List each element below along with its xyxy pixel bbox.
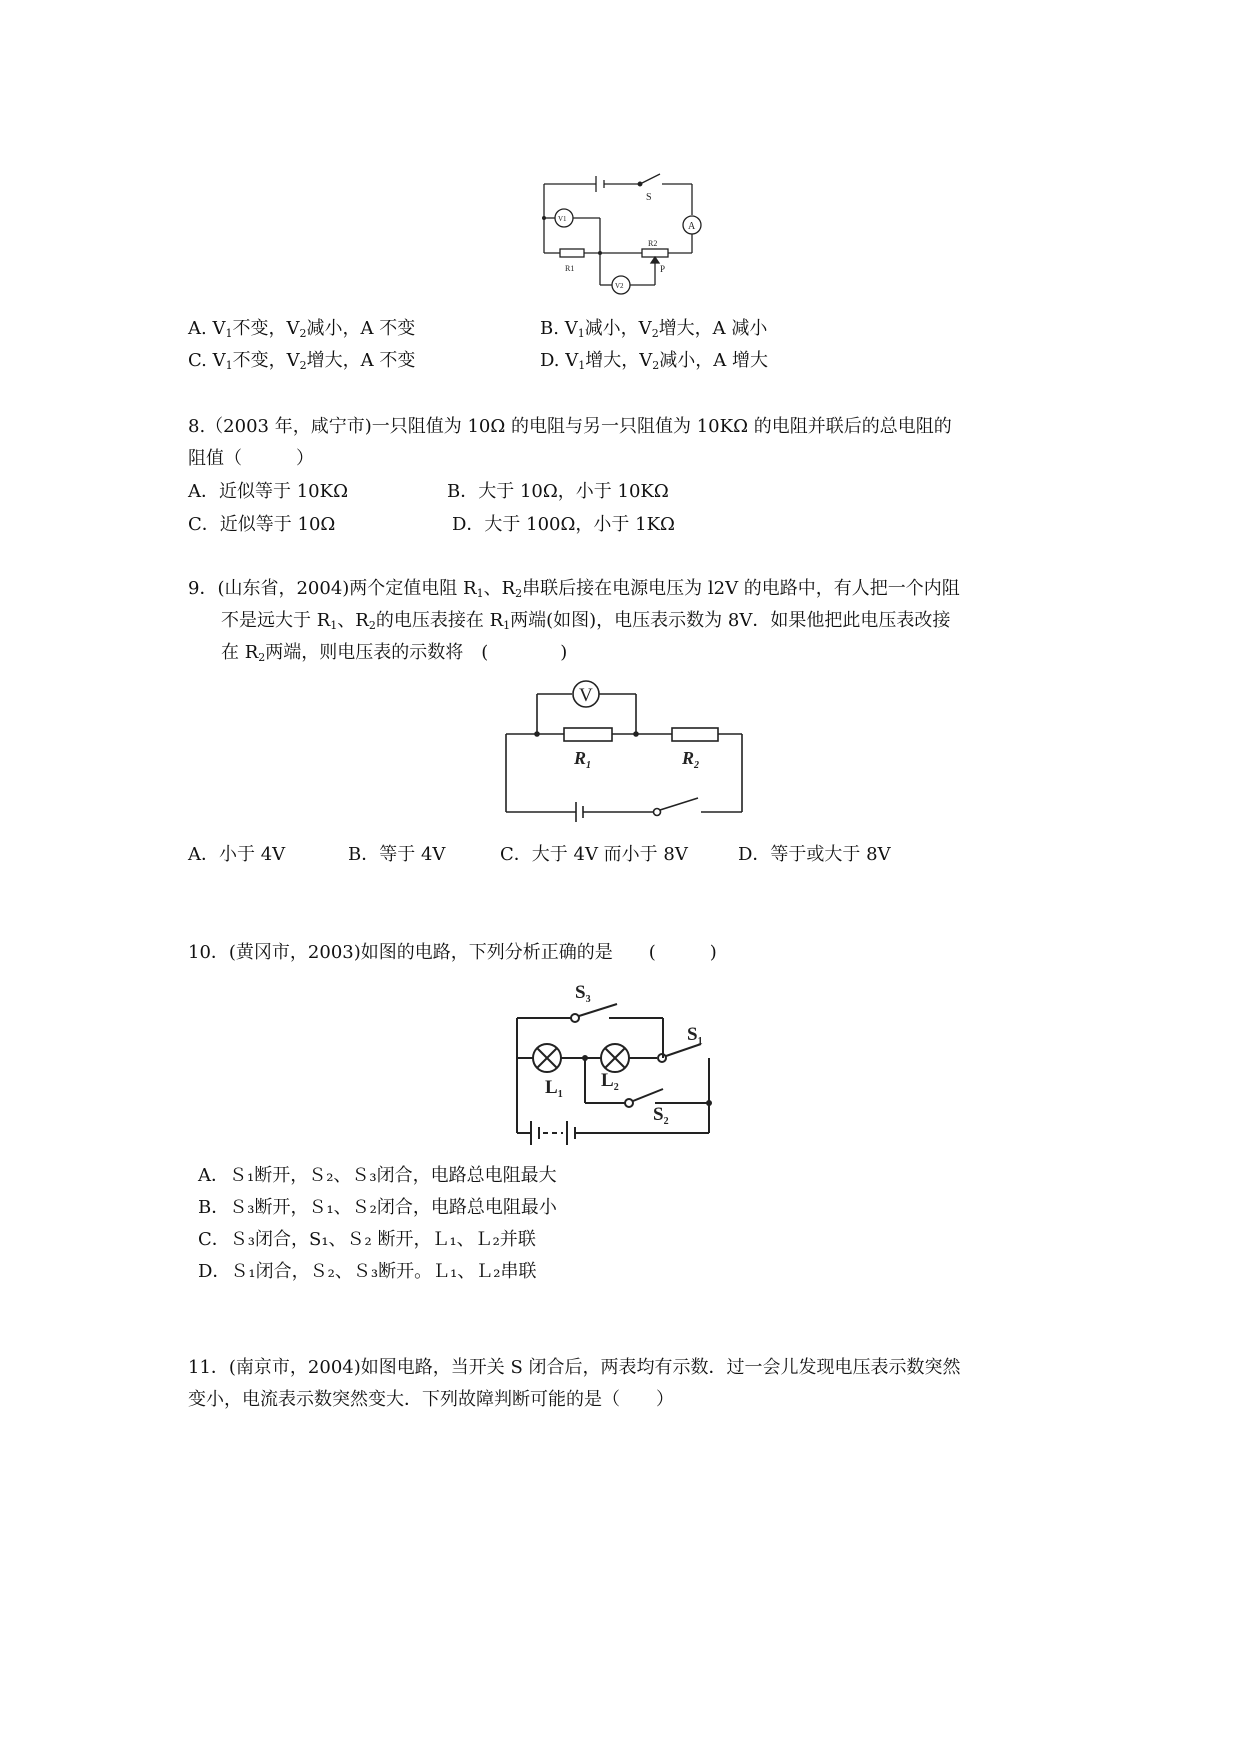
- q8-option-d: D．大于 100Ω，小于 1KΩ: [452, 514, 675, 535]
- q9-option-d: D．等于或大于 8V: [738, 844, 891, 865]
- q7-option-c: C. $V_1$不变，$V_2$增大，A 不变: [188, 350, 416, 372]
- q10-option-c: C．Ｓ₃闭合，S₁、Ｓ₂ 断开，Ｌ₁、Ｌ₂并联: [198, 1229, 536, 1250]
- s1-label: $S_1$: [687, 1024, 703, 1047]
- q9-circuit-diagram: [500, 672, 750, 832]
- q10-circuit-diagram: [505, 978, 755, 1148]
- label-s: S: [646, 192, 652, 203]
- q7-option-b: B. $V_1$减小，$V_2$增大，A 减小: [540, 318, 768, 340]
- q7-option-d: D. $V_1$增大，$V_2$减小，A 增大: [540, 350, 768, 372]
- q8-option-a: A．近似等于 10KΩ: [188, 481, 348, 502]
- p-label: P: [660, 264, 666, 274]
- s3-label: $S_3$: [575, 982, 591, 1005]
- q9-option-a: A．小于 4V: [188, 844, 286, 865]
- r2-label: R2: [648, 239, 658, 248]
- q8-option-c: C．近似等于 10Ω: [188, 514, 336, 535]
- q7-circuit-diagram: [530, 170, 730, 300]
- l2-label: $L_2$: [601, 1070, 619, 1093]
- r2-label: $R_2$: [682, 748, 700, 771]
- q8-option-b: B．大于 10Ω，小于 10KΩ: [447, 481, 669, 502]
- voltmeter-label: V: [579, 685, 593, 706]
- q11-stem-line1: 11．(南京市，2004)如图电路，当开关 S 闭合后，两表均有示数．过一会儿发现电压表示数突然: [188, 1357, 961, 1378]
- q9-stem-line1: 9．(山东省，2004)两个定值电阻 $R_1$、$R_2$串联后接在电源电压为 l2V 的电路中，有人把一个内阻: [188, 578, 960, 600]
- q10-stem: 10．(黄冈市，2003)如图的电路，下列分析正确的是 ( ): [188, 942, 717, 963]
- q8-stem-line2: 阻值（ ）: [188, 448, 314, 469]
- q9-option-b: B．等于 4V: [348, 844, 446, 865]
- q9-option-c: C．大于 4V 而小于 8V: [500, 844, 688, 865]
- v2-label: V2: [615, 282, 624, 290]
- q11-stem-line2: 变小，电流表示数突然变大．下列故障判断可能的是（ ）: [188, 1389, 674, 1410]
- r1-label: R1: [565, 264, 575, 273]
- s2-label: $S_2$: [653, 1104, 669, 1127]
- ammeter-label: A: [688, 221, 696, 232]
- q9-stem-line2: 不是远大于 $R_1$、$R_2$的电压表接在 $R_1$两端(如图)，电压表示数为 8V．如果他把此电压表改接: [221, 610, 951, 632]
- q10-option-d: D．Ｓ₁闭合，Ｓ₂、Ｓ₃断开。Ｌ₁、Ｌ₂串联: [198, 1261, 537, 1282]
- q8-stem-line1: 8.（2003 年，咸宁市)一只阻值为 10Ω 的电阻与另一只阻值为 10KΩ 的电阻并联后的总电阻的: [188, 416, 952, 437]
- q9-stem-line3: 在 $R_2$两端，则电压表的示数将 ( ): [221, 642, 568, 664]
- q7-option-a: A. $V_1$不变，$V_2$减小，A 不变: [188, 318, 416, 340]
- v1-label: V1: [558, 215, 567, 223]
- r1-label: $R_1$: [574, 748, 592, 771]
- q10-option-b: B．Ｓ₃断开，Ｓ₁、Ｓ₂闭合，电路总电阻最小: [198, 1197, 557, 1218]
- q10-option-a: A．Ｓ₁断开，Ｓ₂、Ｓ₃闭合，电路总电阻最大: [198, 1165, 557, 1186]
- l1-label: $L_1$: [545, 1077, 563, 1100]
